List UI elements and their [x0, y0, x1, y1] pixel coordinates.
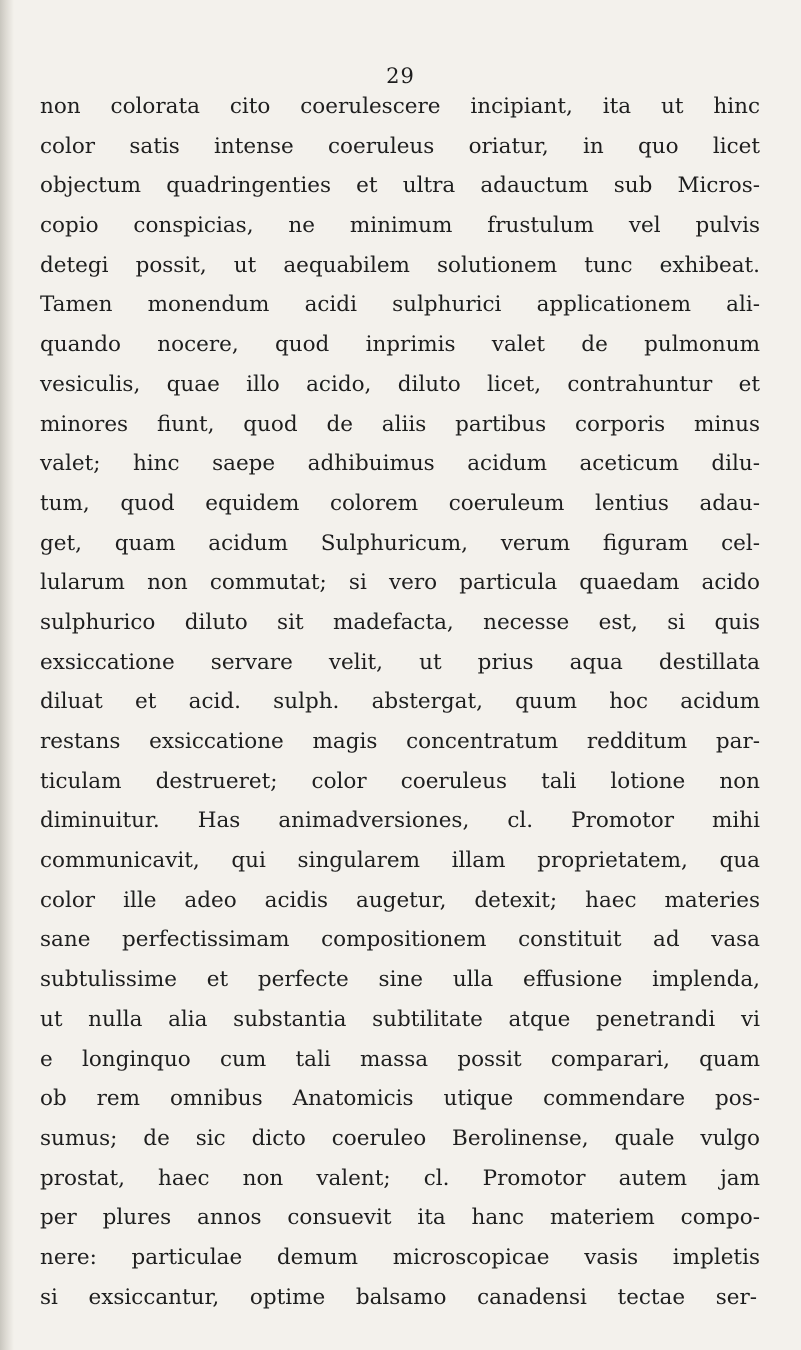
text-line: ut nulla alia substantia subtilitate atque penetrandi vi [40, 1006, 760, 1032]
text-line: communicavit, qui singularem illam proprietatem, qua [40, 848, 760, 874]
text-line: ticulam destrueret; color coeruleus tali lotione non [40, 768, 760, 794]
text-line: minores fiunt, quod de aliis partibus corporis minus [40, 411, 760, 437]
text-line: objectum quadringenties et ultra adauctum sub Micros- [40, 173, 760, 199]
text-line: color satis intense coeruleus oriatur, in quo licet [40, 133, 760, 159]
text-line: si exsiccantur, optime balsamo canadensi tectae ser- [40, 1284, 757, 1310]
text-line: sane perfectissimam compositionem constituit ad vasa [40, 927, 760, 953]
text-line: e longinquo cum tali massa possit comparari, quam [40, 1046, 760, 1072]
text-line: exsiccatione servare velit, ut prius aqua destillata [40, 649, 760, 675]
text-line: non colorata cito coerulescere incipiant, ita ut hinc [40, 94, 760, 119]
text-line: subtulissime et perfecte sine ulla effusione implenda, [40, 967, 760, 993]
page-number: 29 [386, 64, 415, 88]
text-line: valet; hinc saepe adhibuimus acidum aceticum dilu- [40, 451, 760, 477]
text-line: tum, quod equidem colorem coeruleum lentius adau- [40, 490, 760, 516]
text-line: vesiculis, quae illo acido, diluto licet, contrahuntur et [40, 371, 760, 397]
text-line: get, quam acidum Sulphuricum, verum figuram cel- [40, 530, 760, 556]
text-line: detegi possit, ut aequabilem solutionem tunc exhibeat. [40, 252, 760, 278]
text-line: color ille adeo acidis augetur, detexit; haec materies [40, 887, 760, 913]
text-line: quando nocere, quod inprimis valet de pulmonum [40, 332, 760, 358]
text-line: prostat, haec non valent; cl. Promotor autem jam [40, 1165, 760, 1191]
text-line: Tamen monendum acidi sulphurici applicationem ali- [40, 292, 760, 318]
text-line: copio conspicias, ne minimum frustulum vel pulvis [40, 213, 760, 239]
text-line: sumus; de sic dicto coeruleo Berolinense, quale vulgo [40, 1125, 760, 1151]
text-line: sulphurico diluto sit madefacta, necesse est, si quis [40, 609, 760, 635]
text-line: nere: particulae demum microscopicae vasis impletis [40, 1244, 760, 1270]
text-line: per plures annos consuevit ita hanc materiem compo- [40, 1205, 760, 1231]
text-line: lularum non commutat; si vero particula quaedam acido [40, 570, 760, 596]
text-line: ob rem omnibus Anatomicis utique commendare pos- [40, 1086, 760, 1112]
text-line: diluat et acid. sulph. abstergat, quum hoc acidum [40, 689, 760, 715]
page-gutter-shadow [0, 0, 14, 1350]
text-line: restans exsiccatione magis concentratum redditum par- [40, 729, 760, 754]
text-line: diminuitur. Has animadversiones, cl. Promotor mihi [40, 808, 760, 834]
body-text [40, 87, 760, 1317]
